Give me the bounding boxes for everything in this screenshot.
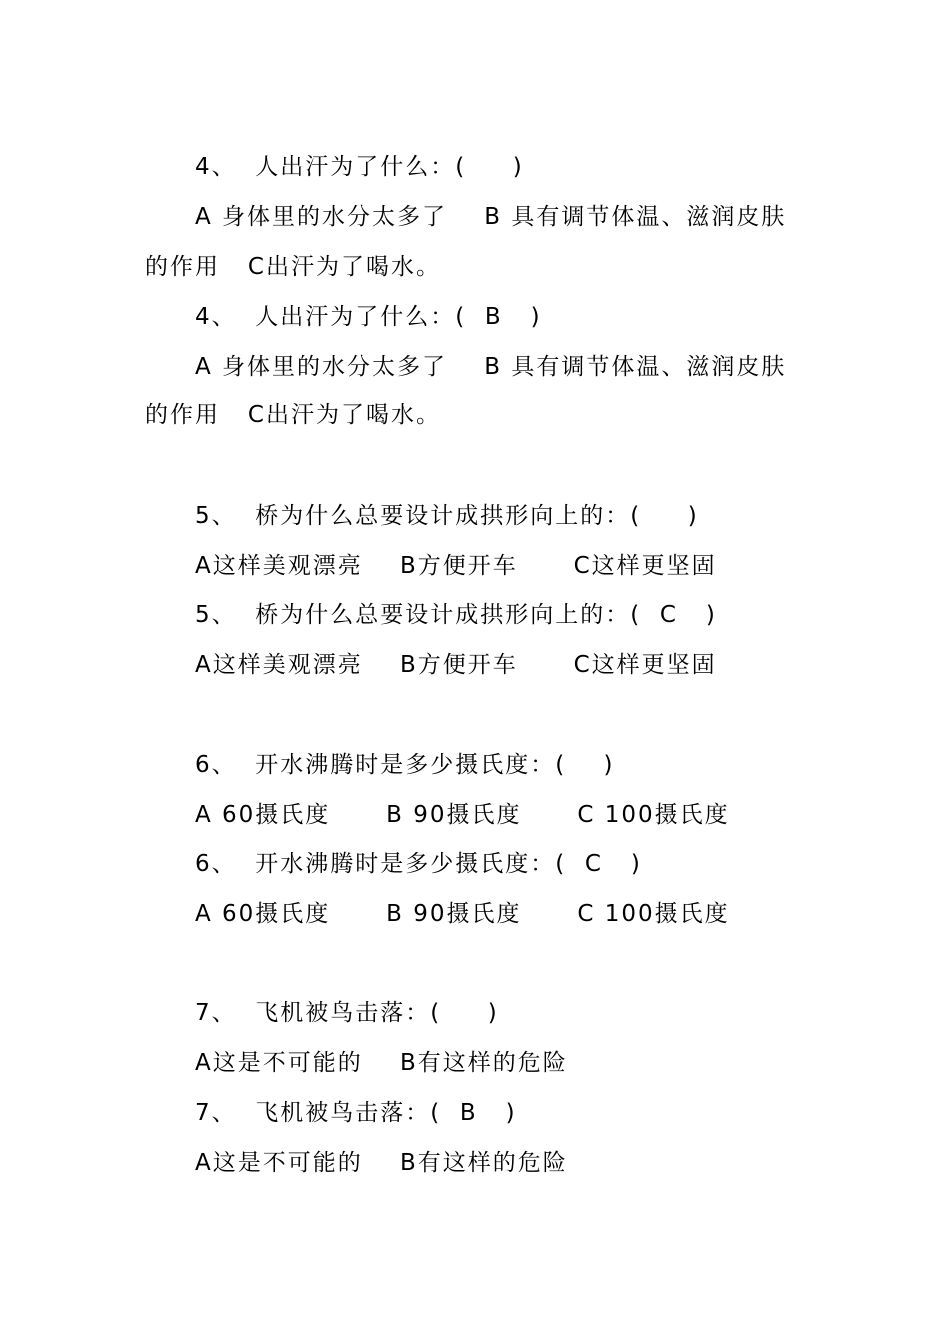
question-7-answered: 7、 飞机被鸟击落：( B ): [195, 1100, 517, 1126]
question-7-blank: 7、 飞机被鸟击落：( ): [195, 1000, 499, 1026]
question-5-options: A这样美观漂亮 B方便开车 C这样更坚固: [195, 553, 717, 579]
question-4-blank: 4、 人出汗为了什么：( ): [195, 154, 524, 180]
question-5-options: A这样美观漂亮 B方便开车 C这样更坚固: [195, 652, 717, 678]
question-4-options-cont: 的作用 C出汗为了喝水。: [145, 254, 441, 280]
question-6-options: A 60摄氏度 B 90摄氏度 C 100摄氏度: [195, 802, 730, 828]
question-4-options: A 身体里的水分太多了 B 具有调节体温、滋润皮肤: [195, 354, 787, 380]
question-6-answered: 6、 开水沸腾时是多少摄氏度：( C ): [195, 851, 642, 877]
question-5-blank: 5、 桥为什么总要设计成拱形向上的：( ): [195, 503, 699, 529]
question-4-answered: 4、 人出汗为了什么：( B ): [195, 304, 542, 330]
question-6-blank: 6、 开水沸腾时是多少摄氏度：( ): [195, 752, 615, 778]
question-5-answered: 5、 桥为什么总要设计成拱形向上的：( C ): [195, 602, 717, 628]
question-4-options: A 身体里的水分太多了 B 具有调节体温、滋润皮肤: [195, 204, 787, 230]
question-7-options: A这是不可能的 B有这样的危险: [195, 1150, 568, 1176]
question-6-options: A 60摄氏度 B 90摄氏度 C 100摄氏度: [195, 901, 730, 927]
question-7-options: A这是不可能的 B有这样的危险: [195, 1050, 568, 1076]
question-4-options-cont: 的作用 C出汗为了喝水。: [145, 402, 441, 428]
